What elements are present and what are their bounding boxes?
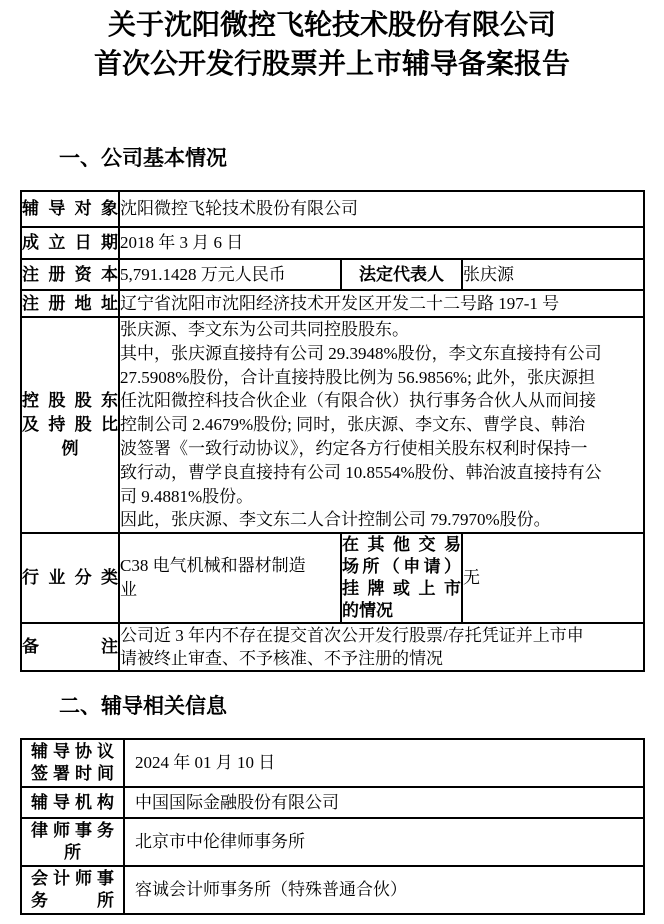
industry-classification-value-line1: C38 电气机械和器材制造 [120, 556, 306, 576]
other-market-listing-value-cell [462, 533, 644, 623]
company-basic-info-table [20, 190, 645, 672]
accounting-firm-value: 容诚会计师事务所（特殊普通合伙） [135, 880, 407, 899]
law-firm-value: 北京市中伦律师事务所 [135, 832, 305, 851]
document-title-line1: 关于沈阳微控飞轮技术股份有限公司 [107, 10, 556, 41]
remarks-value-cell [119, 623, 644, 671]
law-firm-label-line2: 所 [64, 843, 81, 862]
legal-representative-label: 法定代表人 [359, 264, 444, 284]
establishment-date-value-cell [119, 227, 644, 259]
row-remarks [21, 623, 644, 671]
controlling-shareholders-text-line7: 致行动，曹学良直接持有公司 10.8554%股份、韩治波直接持有公 [120, 462, 602, 482]
other-market-listing-label-cell [341, 533, 462, 623]
industry-classification-value-cell [119, 533, 341, 623]
law-firm-value-cell [124, 818, 644, 866]
controlling-shareholders-label-line3: 例 [61, 439, 79, 459]
other-market-listing-label-line1: 在其他交易 [342, 535, 461, 555]
row-registered-capital [21, 259, 644, 290]
counseling-target-label-cell [21, 191, 119, 227]
counseling-institution-label-cell [21, 787, 124, 818]
document-title-line2: 首次公开发行股票并上市辅导备案报告 [93, 49, 570, 80]
registered-address-value: 辽宁省沈阳市沈阳经济技术开发区开发二十二号路 197-1 号 [120, 293, 560, 313]
industry-classification-label: 行业分类 [22, 568, 118, 588]
remarks-label-cell [21, 623, 119, 671]
agreement-signing-date-label-line1: 辅导协议 [31, 742, 114, 761]
section-heading-counseling-info: 二、辅导相关信息 [59, 695, 227, 718]
counseling-institution-value: 中国国际金融股份有限公司 [135, 792, 339, 812]
row-counseling-target [21, 191, 644, 227]
counseling-target-label: 辅导对象 [22, 199, 118, 218]
row-agreement-signing-date [21, 739, 644, 787]
establishment-date-label: 成立日期 [22, 233, 118, 252]
counseling-target-value: 沈阳微控飞轮技术股份有限公司 [120, 199, 358, 218]
legal-representative-label-cell [341, 259, 462, 290]
law-firm-label-line1: 律师事务 [31, 821, 114, 840]
row-accounting-firm [21, 866, 644, 914]
registered-address-label-cell [21, 290, 119, 317]
remarks-value-line2: 请被终止审查、不予核准、不予注册的情况 [120, 649, 443, 669]
legal-representative-value-cell [462, 259, 644, 290]
accounting-firm-label-cell [21, 866, 124, 914]
establishment-date-value: 2018 年 3 月 6 日 [120, 233, 244, 252]
accounting-firm-label-line2: 务所 [31, 891, 114, 910]
row-law-firm [21, 818, 644, 866]
controlling-shareholders-text-line2: 其中，张庆源直接持有公司 29.3948%股份，李文东直接持有公司 [120, 343, 602, 363]
row-counseling-institution [21, 787, 644, 818]
controlling-shareholders-text-line5: 控制公司 2.4679%股份; 同时，张庆源、李文东、曹学良、韩治 [120, 415, 586, 435]
counseling-target-value-cell [119, 191, 644, 227]
controlling-shareholders-label-line1: 控股股东 [22, 391, 118, 411]
other-market-listing-label-line4: 的情况 [342, 601, 393, 621]
row-establishment-date [21, 227, 644, 259]
controlling-shareholders-text-line1: 张庆源、李文东为公司共同控股股东。 [120, 320, 409, 339]
counseling-institution-value-cell [124, 787, 644, 818]
registered-address-value-cell [119, 290, 644, 317]
registered-capital-value: 5,791.1428 万元人民币 [120, 264, 286, 284]
counseling-institution-label: 辅导机构 [31, 792, 114, 812]
registered-capital-label-cell [21, 259, 119, 290]
row-registered-address [21, 290, 644, 317]
remarks-value-line1: 公司近 3 年内不存在提交首次公开发行股票/存托凭证并上市申 [120, 626, 584, 646]
remarks-label: 备注 [22, 637, 118, 657]
controlling-shareholders-value-cell [119, 317, 644, 533]
document-title [0, 6, 664, 84]
controlling-shareholders-text-line3: 27.5908%股份，合计直接持股比例为 56.9856%; 此外，张庆源担 [120, 367, 596, 387]
industry-classification-label-cell [21, 533, 119, 623]
row-industry-classification [21, 533, 644, 623]
agreement-signing-date-label-line2: 签署时间 [31, 764, 114, 783]
agreement-signing-date-value: 2024 年 01 月 10 日 [135, 753, 276, 772]
accounting-firm-label-line1: 会计师事 [31, 869, 114, 888]
industry-classification-value-line2: 业 [120, 580, 137, 600]
controlling-shareholders-text-line6: 波签署《一致行动协议》，约定各方行使相关股东权利时保持一 [120, 438, 588, 458]
legal-representative-value: 张庆源 [463, 264, 514, 284]
controlling-shareholders-label-cell [21, 317, 119, 533]
agreement-signing-date-value-cell [124, 739, 644, 787]
row-controlling-shareholders [21, 317, 644, 533]
registered-capital-value-cell [119, 259, 341, 290]
controlling-shareholders-label-line2: 及持股比 [22, 415, 118, 435]
registered-capital-label: 注册资本 [22, 264, 118, 284]
law-firm-label-cell [21, 818, 124, 866]
counseling-info-table [20, 738, 645, 915]
other-market-listing-label-line3: 挂牌或上市 [342, 579, 461, 599]
agreement-signing-date-label-cell [21, 739, 124, 787]
section-heading-company-basic-info: 一、公司基本情况 [59, 147, 227, 170]
controlling-shareholders-text-line4: 任沈阳微控科技合伙企业（有限合伙）执行事务合伙人从而间接 [120, 391, 596, 411]
controlling-shareholders-text-line9: 因此，张庆源、李文东二人合计控制公司 79.7970%股份。 [120, 510, 551, 530]
accounting-firm-value-cell [124, 866, 644, 914]
other-market-listing-label-line2: 场所（申请） [342, 557, 461, 577]
controlling-shareholders-text-line8: 司 9.4881%股份。 [120, 486, 254, 506]
other-market-listing-value: 无 [463, 568, 480, 588]
establishment-date-label-cell [21, 227, 119, 259]
registered-address-label: 注册地址 [22, 293, 118, 313]
